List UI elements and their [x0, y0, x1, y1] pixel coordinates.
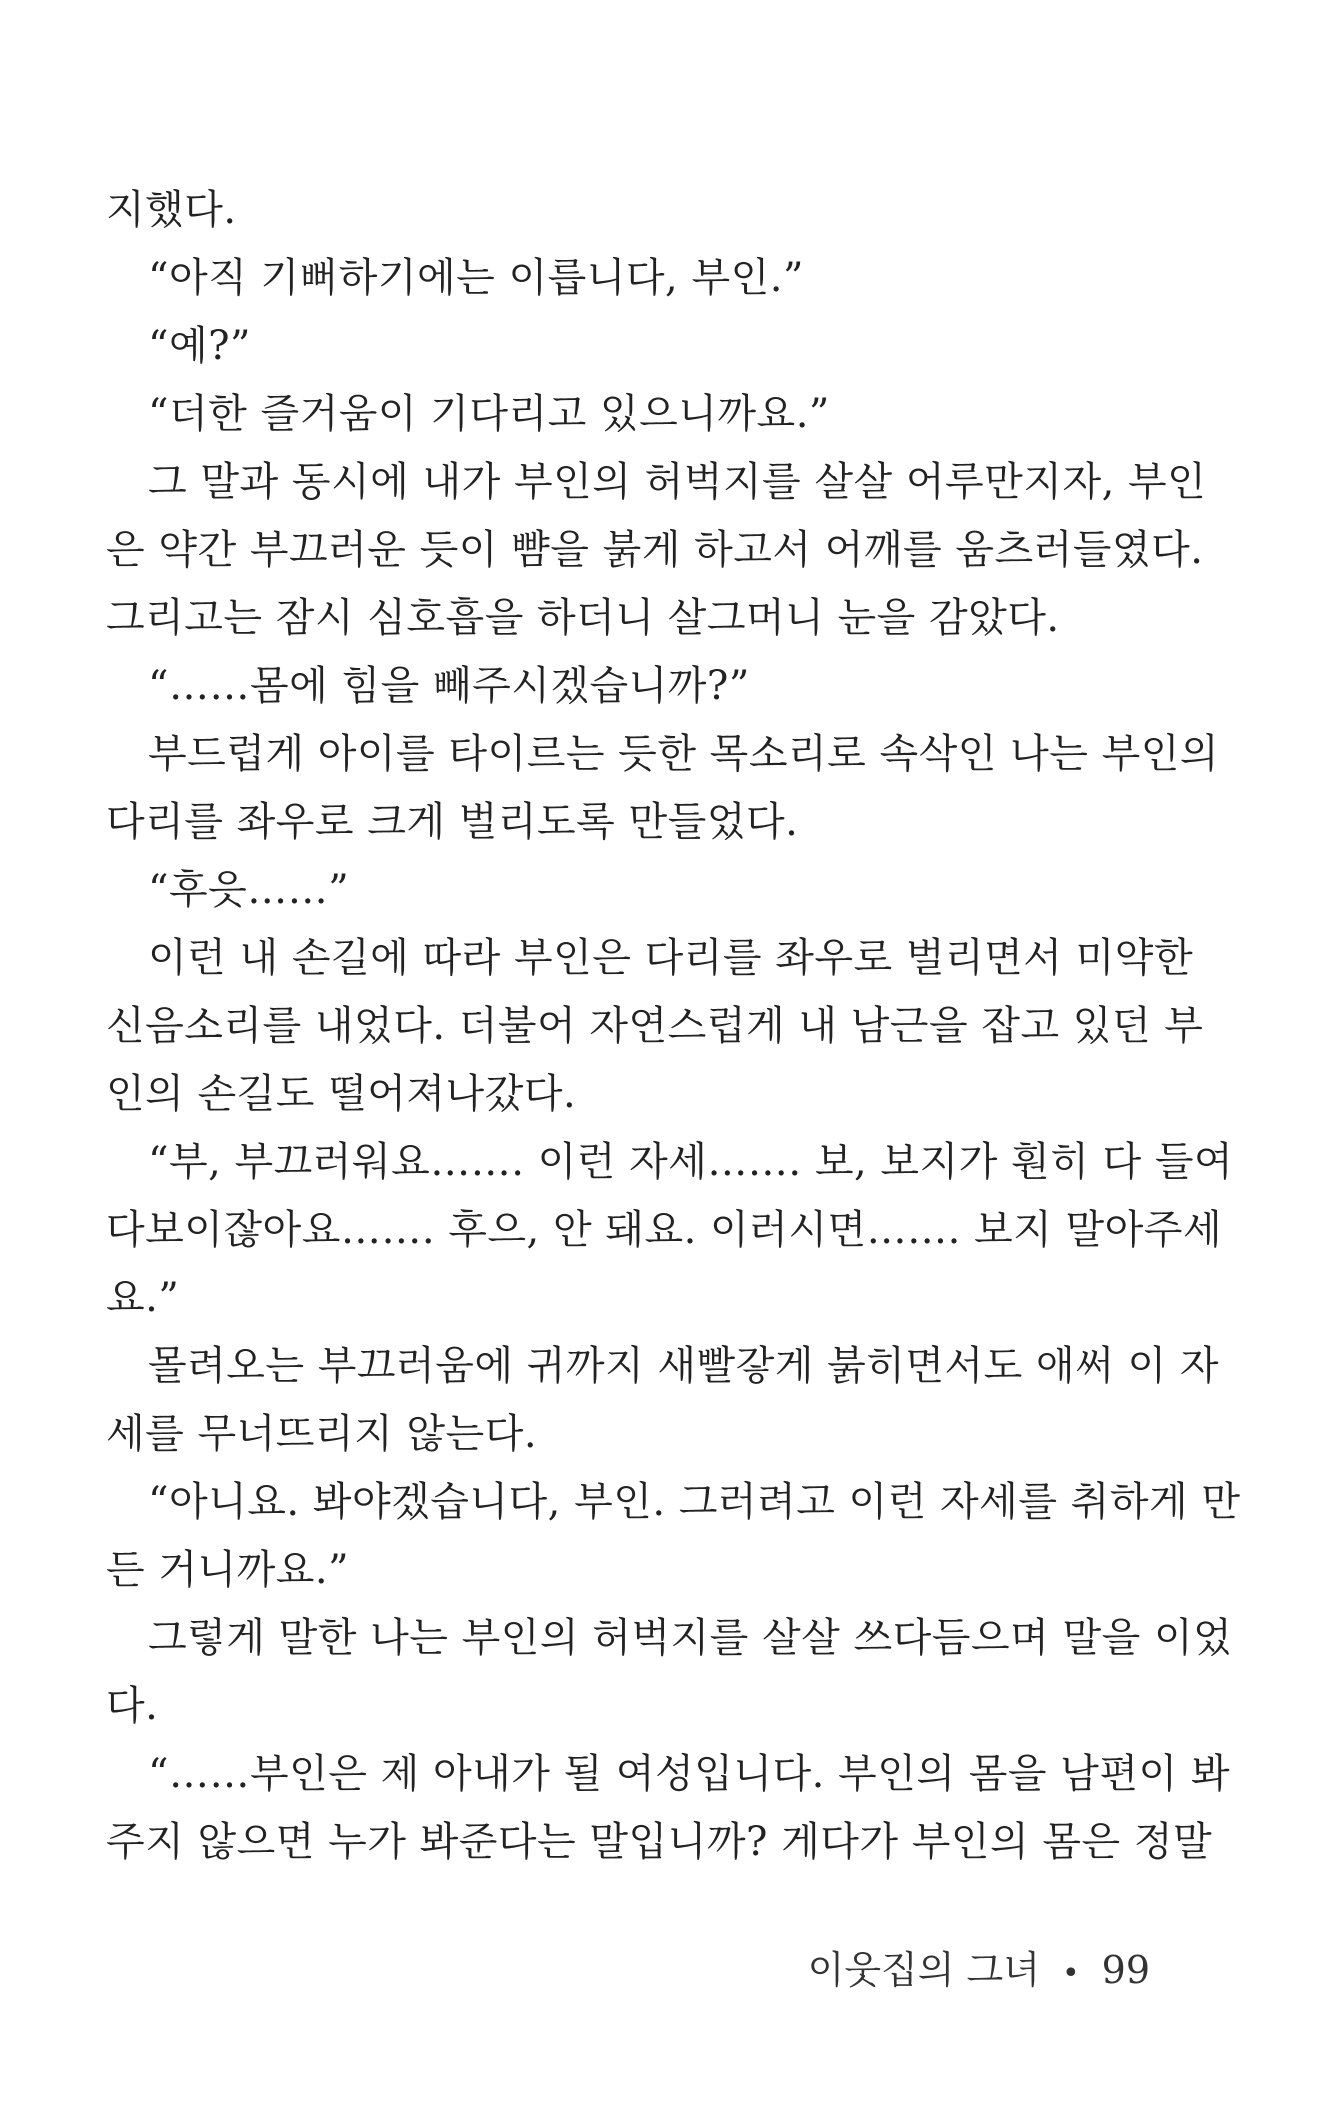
text-line: 다보이잖아요……. 후으, 안 돼요. 이러시면……. 보지 말아주세: [106, 1207, 1223, 1253]
text-line: “더한 즐거움이 기다리고 있으니까요.”: [148, 391, 830, 437]
text-line: 든 거니까요.”: [106, 1547, 350, 1593]
body-text: [106, 176, 1241, 1876]
text-line: 그렇게 말한 나는 부인의 허벅지를 살살 쓰다듬으며 말을 이었: [148, 1615, 1233, 1661]
text-line: 신음소리를 내었다. 더불어 자연스럽게 내 남근을 잡고 있던 부: [106, 1003, 1204, 1049]
text-line: “……부인은 제 아내가 될 여성입니다. 부인의 몸을 남편이 봐: [148, 1751, 1230, 1797]
text-line: 세를 무너뜨리지 않는다.: [106, 1411, 538, 1457]
running-title: 이웃집의 그녀: [807, 1948, 1040, 1992]
text-line: 다.: [106, 1683, 159, 1729]
text-line: “아니요. 봐야겠습니다, 부인. 그러려고 이런 자세를 취하게 만: [148, 1479, 1241, 1525]
text-line: 다리를 좌우로 크게 벌리도록 만들었다.: [106, 799, 799, 845]
text-line: “……몸에 힘을 빼주시겠습니까?”: [148, 663, 750, 709]
text-line: 요.”: [106, 1275, 180, 1321]
page-number: 99: [1101, 1948, 1150, 1992]
text-line: 몰려오는 부끄러움에 귀까지 새빨갛게 붉히면서도 애써 이 자: [148, 1343, 1220, 1389]
text-line: “후읏……”: [148, 867, 350, 913]
page-footer: [808, 1940, 1150, 2000]
text-line: 인의 손길도 떨어져나갔다.: [106, 1071, 577, 1117]
footer-separator: •: [1061, 1955, 1080, 1991]
text-line: “예?”: [148, 323, 251, 369]
text-line: 그리고는 잠시 심호흡을 하더니 살그머니 눈을 감았다.: [106, 595, 1060, 641]
text-line: 지했다.: [106, 187, 237, 233]
text-line: 부드럽게 아이를 타이르는 듯한 목소리로 속삭인 나는 부인의: [148, 731, 1220, 777]
text-line: 이런 내 손길에 따라 부인은 다리를 좌우로 벌리면서 미약한: [148, 935, 1194, 981]
text-line: 은 약간 부끄러운 듯이 뺨을 붉게 하고서 어깨를 움츠러들였다.: [106, 527, 1204, 573]
text-line: 그 말과 동시에 내가 부인의 허벅지를 살살 어루만지자, 부인: [148, 459, 1207, 505]
text-line: “아직 기뻐하기에는 이릅니다, 부인.”: [148, 255, 804, 301]
text-line: 주지 않으면 누가 봐준다는 말입니까? 게다가 부인의 몸은 정말: [106, 1819, 1213, 1865]
text-line: “부, 부끄러워요……. 이런 자세……. 보, 보지가 훤히 다 들여: [148, 1139, 1234, 1185]
